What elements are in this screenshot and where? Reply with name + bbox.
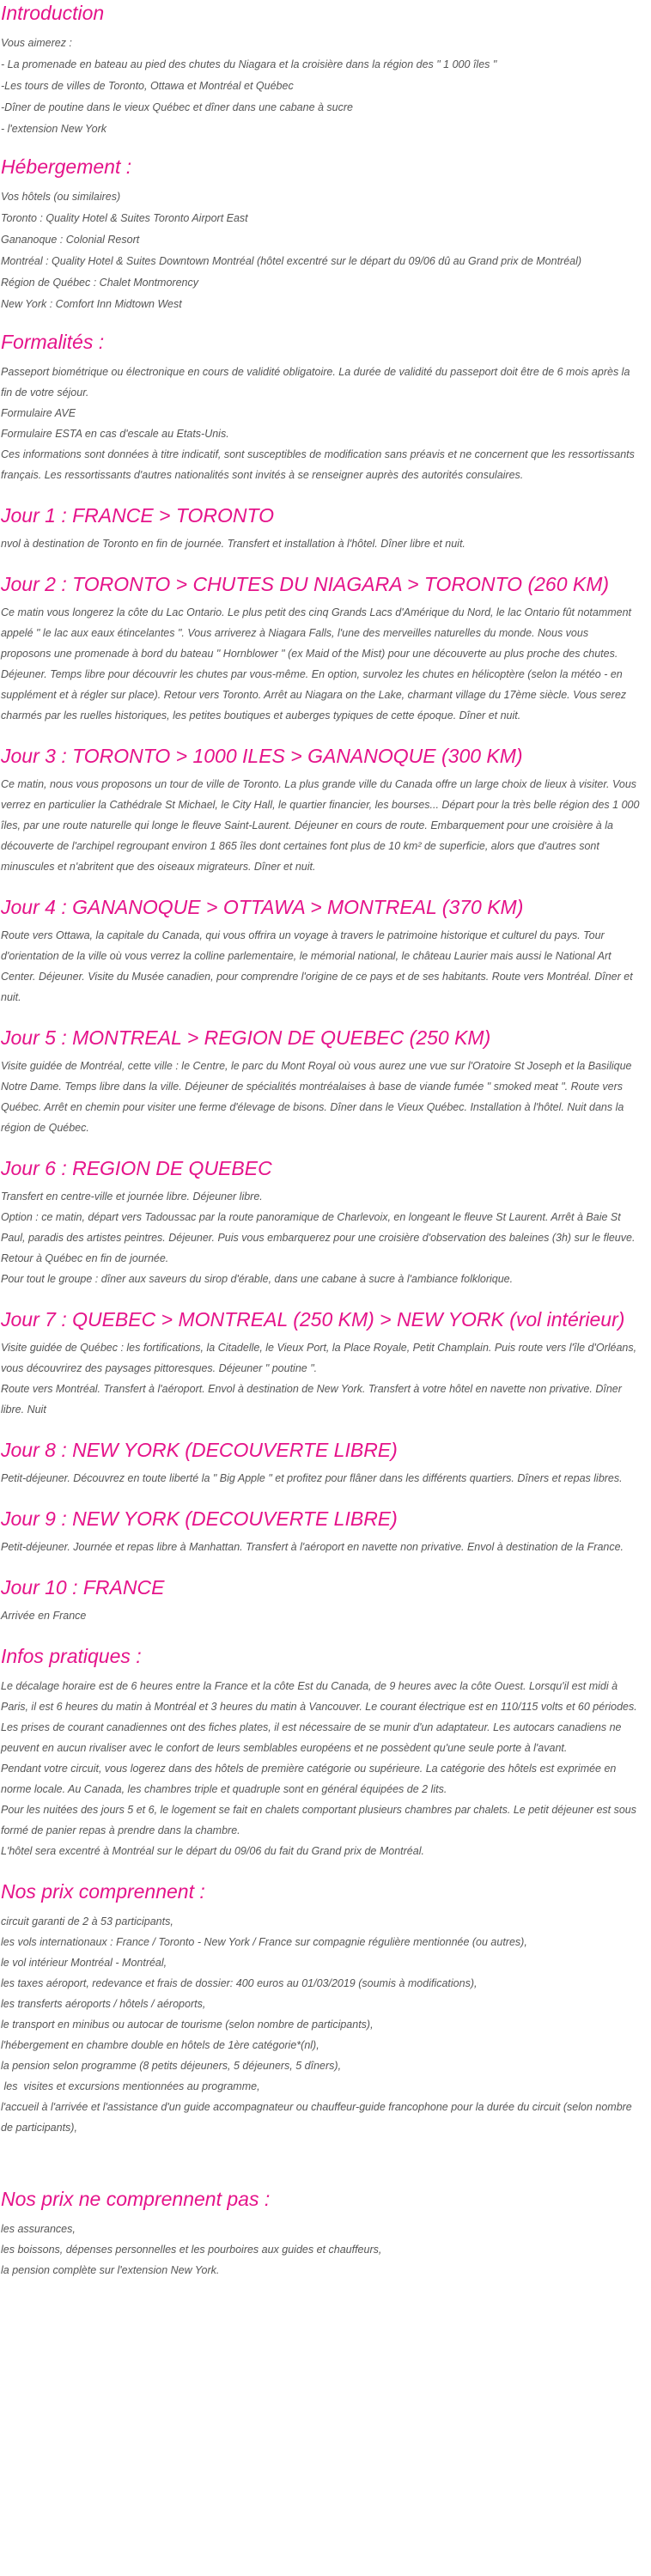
section-title: Jour 3 : TORONTO > 1000 ILES > GANANOQUE (300 KM) bbox=[1, 745, 523, 767]
section-body bbox=[1, 1600, 641, 1626]
list-item: l'accueil à l'arrivée et l'assistance d'un guide accompagnateur ou chauffeur-guide francophone pour la durée du circuit (selon nombre de participants), bbox=[1, 2101, 632, 2134]
text-line: Pour tout le groupe : dîner aux saveurs du sirop d'érable, dans une cabane à sucre à l'ambiance folklorique. bbox=[1, 1273, 514, 1285]
text-line: Transfert en centre-ville et journée libre. Déjeuner libre. bbox=[1, 1191, 263, 1203]
list-item: les vols internationaux : France / Toronto - New York / France sur compagnie régulière mentionnée (ou autres), bbox=[1, 1936, 527, 1948]
section-jour-3 bbox=[1, 726, 641, 877]
text-line: L'hôtel sera excentré à Montréal sur le départ du 09/06 du fait du Grand prix de Montréal. bbox=[1, 1845, 424, 1857]
section-title: Formalités : bbox=[1, 331, 105, 353]
text-line: Formulaire AVE bbox=[1, 407, 76, 419]
text-line: Vos hôtels (ou similaires) bbox=[1, 191, 121, 203]
section-formalites bbox=[1, 315, 641, 485]
section-title: Jour 10 : FRANCE bbox=[1, 1576, 165, 1599]
list-item: le vol intérieur Montréal - Montréal, bbox=[1, 1957, 167, 1969]
text-line: Arrivée en France bbox=[1, 1610, 87, 1622]
section-body bbox=[1, 355, 641, 485]
section-hebergement bbox=[1, 140, 641, 315]
section-introduction bbox=[1, 0, 641, 140]
section-jour-6 bbox=[1, 1138, 641, 1289]
text-line: Région de Québec : Chalet Montmorency bbox=[1, 277, 198, 289]
section-body bbox=[1, 769, 641, 877]
section-jour-7 bbox=[1, 1289, 641, 1420]
section-jour-4 bbox=[1, 877, 641, 1008]
section-body bbox=[1, 180, 641, 315]
section-title: Nos prix ne comprennent pas : bbox=[1, 2188, 271, 2210]
text-line: Option : ce matin, départ vers Tadoussac par la route panoramique de Charlevoix, en longeant le fleuve St Laurent. Arrêt à Baie St Paul, paradis des artistes peintres. Déjeuner. Puis vous embarquerez pour une croisière d'observation des baleines (3h) sur le fleuve. Retour à Québec en fin de journée. bbox=[1, 1211, 636, 1264]
list-item: circuit garanti de 2 à 53 participants, bbox=[1, 1915, 173, 1927]
section-body bbox=[1, 1181, 641, 1289]
text-line: Petit-déjeuner. Découvrez en toute liberté la " Big Apple " et profitez pour flâner dans les différents quartiers. Dîners et repas libres. bbox=[1, 1472, 623, 1484]
text-line: -Les tours de villes de Toronto, Ottawa et Montréal et Québec bbox=[1, 80, 294, 92]
section-title: Introduction bbox=[1, 2, 105, 24]
text-line: Ce matin, nous vous proposons un tour de ville de Toronto. La plus grande ville du Canada offre un large choix de lieux à visiter. Vous verrez en particulier la Cathédrale St Michael, le City Hall, le quartier financier, les bourses... Départ pour la très belle région des 1 000 îles, par une route naturelle qui longe le fleuve Saint-Laurent. Déjeuner en cours de route. Embarquement pour une croisière à la découverte de l'archipel regroupant environ 1 865 îles dont certaines font plus de 10 km² de superficie, alors que d'autres sont minuscules et n'abritent que des oiseaux migrateurs. Dîner et nuit. bbox=[1, 778, 640, 873]
section-body bbox=[1, 597, 641, 726]
section-title: Jour 8 : NEW YORK (DECOUVERTE LIBRE) bbox=[1, 1439, 398, 1461]
section-body bbox=[1, 528, 641, 554]
text-line: nvol à destination de Toronto en fin de journée. Transfert et installation à l'hôtel. Dîner libre et nuit. bbox=[1, 538, 465, 550]
text-line: Pour les nuitées des jours 5 et 6, le logement se fait en chalets comportant plusieurs chambres par chalets. Le petit déjeuner est sous formé de panier repas à prendre dans la chambre. bbox=[1, 1804, 636, 1836]
text-line: Visite guidée de Montréal, cette ville : le Centre, le parc du Mont Royal où vous aurez une vue sur l'Oratoire St Joseph et la Basilique Notre Dame. Temps libre dans la ville. Déjeuner de spécialités montréalaises à base de viande fumée " smoked meat ". Route vers Québec. Arrêt en chemin pour visiter une ferme d'élevage de bisons. Dîner dans le Vieux Québec. Installation à l'hôtel. Nuit dans la région de Québec. bbox=[1, 1060, 632, 1134]
section-body bbox=[1, 1050, 641, 1138]
section-jour-5 bbox=[1, 1008, 641, 1138]
text-line: Pendant votre circuit, vous logerez dans des hôtels de première catégorie ou supérieure. La catégorie des hôtels est exprimée en norme locale. Au Canada, les chambres triple et quadruple sont en général équipées de 2 lits. bbox=[1, 1763, 617, 1795]
section-body bbox=[1, 1904, 641, 2138]
section-title: Jour 2 : TORONTO > CHUTES DU NIAGARA > TORONTO (260 KM) bbox=[1, 573, 610, 595]
section-jour-9 bbox=[1, 1489, 641, 1557]
section-jour-1 bbox=[1, 485, 641, 554]
section-title: Jour 7 : QUEBEC > MONTREAL (250 KM) > NEW YORK (vol intérieur) bbox=[1, 1308, 625, 1331]
list-item: la pension complète sur l'extension New York. bbox=[1, 2264, 220, 2276]
text-line: New York : Comfort Inn Midtown West bbox=[1, 298, 182, 310]
text-line: Vous aimerez : bbox=[1, 37, 72, 49]
list-item: la pension selon programme (8 petits déjeuners, 5 déjeuners, 5 dîners), bbox=[1, 2060, 342, 2072]
text-line: Ce matin vous longerez la côte du Lac Ontario. Le plus petit des cinq Grands Lacs d'Amérique du Nord, le lac Ontario fût notamment appelé " le lac aux eaux étincelantes ". Vous arriverez à Niagara Falls, l'une des merveilles naturelles du monde. Nous vous proposons une promenade à bord du bateau " Hornblower " (ex Maid of the Mist) pour une découverte au plus proche des chutes. Déjeuner. Temps libre pour découvrir les chutes par vous-même. En option, survolez les chutes en hélicoptère (selon la météo - en supplément et à régler sur place). Retour vers Toronto. Arrêt au Niagara on the Lake, charmant village du 17ème siècle. Vous serez charmés par les ruelles historiques, les petites boutiques et auberges typiques de cette époque. Dîner et nuit. bbox=[1, 606, 632, 722]
section-body bbox=[1, 920, 641, 1008]
text-line: -Dîner de poutine dans le vieux Québec et dîner dans une cabane à sucre bbox=[1, 101, 353, 113]
text-line: - La promenade en bateau au pied des chutes du Niagara et la croisière dans la région des " 1 000 îles " bbox=[1, 58, 497, 70]
text-line: Ces informations sont données à titre indicatif, sont susceptibles de modification sans préavis et ne concernent que les ressortissants français. Les ressortissants d'autres nationalités sont invités à se renseigner auprès des autorités consulaires. bbox=[1, 448, 635, 481]
text-line: Route vers Montréal. Transfert à l'aéroport. Envol à destination de New York. Transfert à votre hôtel en navette non privative. Dîner libre. Nuit bbox=[1, 1383, 622, 1416]
section-title: Jour 6 : REGION DE QUEBEC bbox=[1, 1157, 272, 1179]
text-line: Le décalage horaire est de 6 heures entre la France et la côte Est du Canada, de 9 heures avec la côte Ouest. Lorsqu'il est midi à Paris, il est 6 heures du matin à Montréal et 3 heures du matin à Vancouver. Le courant électrique est en 110/115 volts et 60 périodes. Les prises de courant canadiennes ont des fiches plates, il est nécessaire de se munir d'un adaptateur. Les autocars canadiens ne peuvent en aucun rivaliser avec le confort de leurs semblables européens et ne possèdent qu'une seule porte à l'avant. bbox=[1, 1680, 637, 1754]
text-line: Toronto : Quality Hotel & Suites Toronto Airport East bbox=[1, 212, 248, 224]
section-infos-pratiques bbox=[1, 1626, 641, 1861]
section-body bbox=[1, 1463, 641, 1489]
list-item: l'hébergement en chambre double en hôtels de 1ère catégorie*(nl), bbox=[1, 2039, 319, 2051]
text-line: Visite guidée de Québec : les fortifications, la Citadelle, le Vieux Port, la Place Royale, Petit Champlain. Puis route vers l'île d'Orléans, vous découvrirez des paysages pittoresques. Déjeuner " poutine ". bbox=[1, 1342, 637, 1374]
section-body bbox=[1, 1532, 641, 1557]
list-item: les taxes aéroport, redevance et frais de dossier: 400 euros au 01/03/2019 (soumis à modifications), bbox=[1, 1977, 478, 1989]
section-body bbox=[1, 2212, 641, 2281]
section-title: Jour 1 : FRANCE > TORONTO bbox=[1, 504, 275, 527]
text-line: Route vers Ottawa, la capitale du Canada, qui vous offrira un voyage à travers le patrimoine historique et culturel du pays. Tour d'orientation de la ville où vous verrez la colline parlementaire, le mémorial national, le château Laurier mais aussi le National Art Center. Déjeuner. Visite du Musée canadien, pour comprendre l'origine de ce pays et de ses habitants. Route vers Montréal. Dîner et nuit. bbox=[1, 929, 633, 1003]
list-item: le transport en minibus ou autocar de tourisme (selon nombre de participants), bbox=[1, 2019, 374, 2031]
section-title: Jour 9 : NEW YORK (DECOUVERTE LIBRE) bbox=[1, 1507, 398, 1530]
list-item: les visites et excursions mentionnées au programme, bbox=[1, 2080, 260, 2092]
section-prix-ne-comprennent-pas bbox=[1, 2138, 641, 2281]
section-body bbox=[1, 1332, 641, 1420]
section-body bbox=[1, 1669, 641, 1861]
section-title: Jour 4 : GANANOQUE > OTTAWA > MONTREAL (370 KM) bbox=[1, 896, 524, 918]
section-title: Infos pratiques : bbox=[1, 1645, 142, 1667]
list-item: les boissons, dépenses personnelles et les pourboires aux guides et chauffeurs, bbox=[1, 2244, 382, 2256]
text-line: - l'extension New York bbox=[1, 123, 107, 135]
section-prix-comprennent bbox=[1, 1861, 641, 2138]
section-title: Hébergement : bbox=[1, 155, 132, 178]
section-title: Nos prix comprennent : bbox=[1, 1880, 205, 1903]
section-jour-8 bbox=[1, 1420, 641, 1489]
text-line: Passeport biométrique ou électronique en cours de validité obligatoire. La durée de validité du passeport doit être de 6 mois après la fin de votre séjour. bbox=[1, 366, 630, 399]
section-body bbox=[1, 33, 641, 140]
text-line: Montréal : Quality Hotel & Suites Downtown Montréal (hôtel excentré sur le départ du 09/06 dû au Grand prix de Montréal) bbox=[1, 255, 582, 267]
list-item: les transferts aéroports / hôtels / aéroports, bbox=[1, 1998, 206, 2010]
list-item: les assurances, bbox=[1, 2223, 76, 2235]
section-jour-10 bbox=[1, 1557, 641, 1626]
text-line: Petit-déjeuner. Journée et repas libre à Manhattan. Transfert à l'aéroport en navette non privative. Envol à destination de la France. bbox=[1, 1541, 624, 1553]
section-title: Jour 5 : MONTREAL > REGION DE QUEBEC (250 KM) bbox=[1, 1026, 491, 1049]
text-line: Gananoque : Colonial Resort bbox=[1, 234, 140, 246]
text-line: Formulaire ESTA en cas d'escale au Etats-Unis. bbox=[1, 428, 229, 440]
section-jour-2 bbox=[1, 554, 641, 726]
